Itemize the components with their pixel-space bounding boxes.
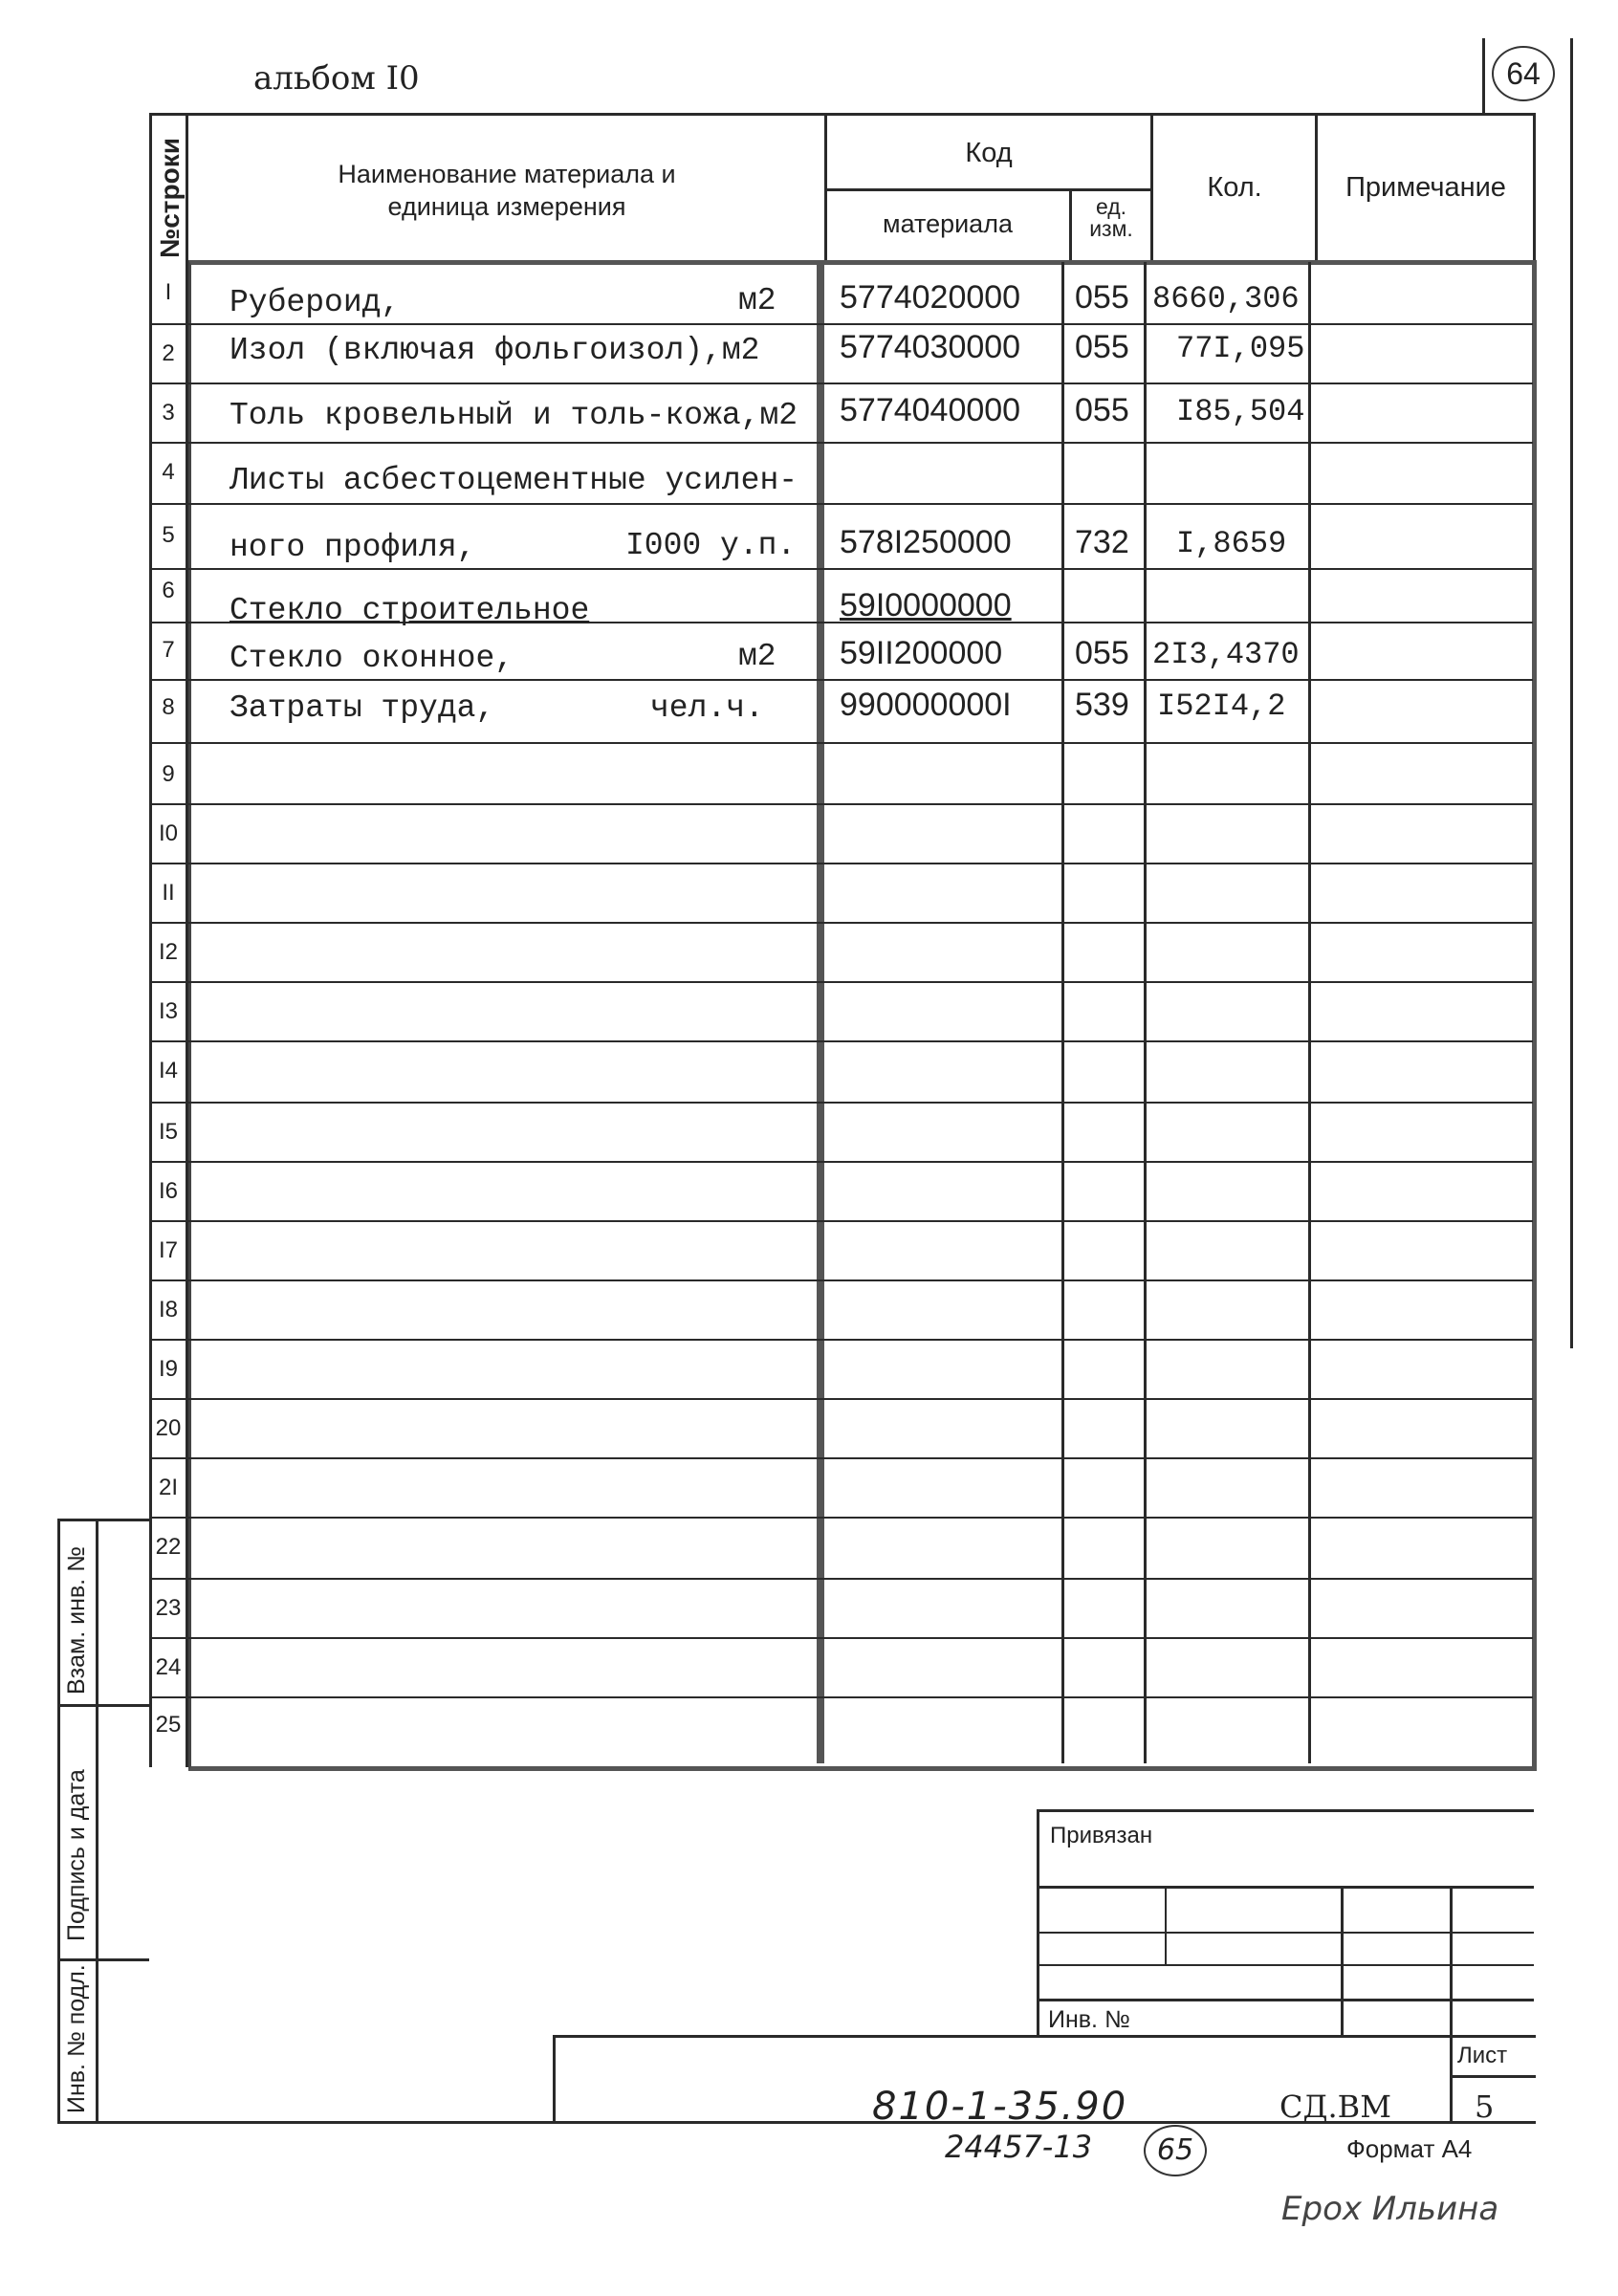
row-number: 5 bbox=[162, 522, 175, 548]
tb-left-line bbox=[1037, 1809, 1039, 2037]
page-number-circle: 64 bbox=[1492, 46, 1555, 101]
row-unit-code: 732 bbox=[1075, 524, 1129, 560]
row-unit-code: 055 bbox=[1075, 279, 1129, 316]
header-code-material: материала bbox=[883, 209, 1013, 238]
tb-line-3 bbox=[1037, 1964, 1534, 1966]
row-name: ного профиля, bbox=[230, 530, 476, 565]
header-qty: Кол. bbox=[1207, 172, 1262, 203]
tb-vline-3 bbox=[1450, 1886, 1453, 2121]
table-top-line bbox=[149, 113, 1536, 116]
row-separator bbox=[151, 1578, 1533, 1580]
album-label: альбом I0 bbox=[253, 59, 420, 98]
row-qty: I,8659 bbox=[1176, 526, 1287, 561]
row-unit-code: 539 bbox=[1075, 687, 1129, 723]
row-number: 24 bbox=[155, 1654, 182, 1680]
header-note: Примечание bbox=[1345, 172, 1506, 203]
header-code: Код bbox=[965, 138, 1013, 168]
row-separator bbox=[151, 803, 1533, 805]
row-separator bbox=[151, 1398, 1533, 1400]
tb-doc-top-line bbox=[553, 2035, 1536, 2038]
row-name: Стекло строительное bbox=[230, 593, 590, 628]
tb-line-4 bbox=[1037, 1999, 1534, 2001]
row-name: Изол (включая фольгоизол),м2 bbox=[230, 333, 760, 368]
code-col-thick-line bbox=[817, 262, 824, 1763]
row-qty: I85,504 bbox=[1176, 394, 1305, 429]
row-unit-code: 055 bbox=[1075, 392, 1129, 428]
row-code: 578I250000 bbox=[840, 524, 1012, 560]
row-separator bbox=[151, 442, 1533, 444]
row-number: 3 bbox=[162, 400, 175, 426]
row-name: Стекло оконное, bbox=[230, 641, 514, 676]
tb-doc-code: 810-1-35.90 bbox=[872, 2085, 1128, 2129]
footer-circle-no: 65 bbox=[1144, 2125, 1207, 2176]
row-separator bbox=[151, 323, 1533, 325]
row-number: I3 bbox=[158, 998, 178, 1024]
row-name: Рубероид, bbox=[230, 285, 401, 320]
row-separator bbox=[151, 863, 1533, 864]
tb-line-2 bbox=[1037, 1932, 1534, 1934]
footer-handwritten-no: 24457-13 bbox=[945, 2129, 1093, 2165]
row-code: 5774020000 bbox=[840, 279, 1021, 316]
top-right-mark bbox=[1482, 38, 1485, 113]
unit-col-line bbox=[1061, 262, 1064, 1763]
row-separator bbox=[151, 679, 1533, 681]
row-name: Затраты труда, bbox=[230, 690, 495, 726]
row-name: Толь кровельный и толь-кожа,м2 bbox=[230, 398, 798, 433]
row-number: II bbox=[162, 880, 175, 906]
stamp-inv-podl: Инв. № подл. bbox=[63, 1964, 90, 2113]
row-unit: м2 bbox=[738, 283, 776, 318]
row-number: I9 bbox=[158, 1356, 178, 1382]
row-number: I7 bbox=[158, 1237, 178, 1263]
row-code: 5774040000 bbox=[840, 392, 1021, 428]
row-code: 59II200000 bbox=[840, 635, 1003, 671]
row-number: 4 bbox=[162, 459, 175, 485]
row-qty: 77I,095 bbox=[1176, 331, 1305, 366]
row-separator bbox=[151, 981, 1533, 983]
row-qty: 8660,306 bbox=[1152, 281, 1300, 317]
tb-line-1 bbox=[1037, 1886, 1534, 1889]
row-name: Листы асбестоцементные усилен- bbox=[230, 463, 798, 498]
note-col-line bbox=[1308, 262, 1311, 1763]
qty-col-line bbox=[1144, 262, 1147, 1763]
header-name: Наименование материала и единица измерения bbox=[338, 160, 676, 221]
row-unit-code: 055 bbox=[1075, 635, 1129, 671]
stamp-mid-line bbox=[96, 1519, 98, 2123]
row-number: 8 bbox=[162, 694, 175, 720]
row-number: I5 bbox=[158, 1119, 178, 1145]
tb-vline-2 bbox=[1341, 1886, 1344, 2037]
row-number: 20 bbox=[155, 1415, 182, 1441]
row-separator bbox=[151, 503, 1533, 505]
tb-inv-no: Инв. № bbox=[1048, 2006, 1130, 2033]
tb-doc-suffix: СД.ВМ bbox=[1279, 2088, 1391, 2125]
tb-vline-1 bbox=[1165, 1886, 1167, 1964]
row-separator bbox=[151, 1517, 1533, 1519]
header-code-unit: ед. изм. bbox=[1089, 194, 1133, 241]
row-number: I4 bbox=[158, 1058, 178, 1083]
row-number: I6 bbox=[158, 1178, 178, 1204]
row-separator bbox=[151, 1040, 1533, 1042]
row-number: I bbox=[164, 279, 172, 305]
stamp-left-line bbox=[57, 1519, 60, 2123]
row-qty: 2I3,4370 bbox=[1152, 637, 1300, 672]
row-unit: чел.ч. bbox=[650, 690, 764, 726]
row-separator bbox=[151, 922, 1533, 924]
footer-signature: Ерох Ильина bbox=[1281, 2190, 1499, 2228]
footer-format: Формат А4 bbox=[1346, 2134, 1473, 2163]
tb-doc-left-line bbox=[553, 2035, 556, 2123]
tb-list-value: 5 bbox=[1475, 2088, 1495, 2125]
row-code: 990000000I bbox=[840, 687, 1012, 723]
row-unit: I000 у.п. bbox=[625, 528, 797, 563]
stamp-podpis: Подпись и дата bbox=[63, 1769, 90, 1941]
row-unit-code: 055 bbox=[1075, 329, 1129, 365]
tb-list-sep bbox=[1450, 2075, 1536, 2078]
row-unit: м2 bbox=[738, 639, 776, 674]
row-number: I0 bbox=[158, 820, 178, 846]
hdr-code-split bbox=[824, 188, 1152, 191]
row-number: 23 bbox=[155, 1595, 182, 1621]
row-number: 7 bbox=[162, 637, 175, 663]
row-separator bbox=[151, 1161, 1533, 1163]
row-number: 2I bbox=[158, 1475, 178, 1500]
row-separator bbox=[151, 1339, 1533, 1341]
tb-top-line bbox=[1037, 1809, 1534, 1812]
row-separator bbox=[151, 1102, 1533, 1104]
right-edge-line bbox=[1570, 38, 1573, 1348]
stamp-sep-2 bbox=[57, 1958, 149, 1961]
row-separator bbox=[151, 1696, 1533, 1698]
row-number: 2 bbox=[162, 340, 175, 366]
header-row-no: №строки bbox=[155, 138, 185, 258]
row-number: 6 bbox=[162, 578, 175, 603]
row-separator bbox=[151, 742, 1533, 744]
row-number: 22 bbox=[155, 1534, 182, 1560]
row-separator bbox=[151, 568, 1533, 570]
tb-list-label: Лист bbox=[1457, 2043, 1508, 2068]
row-number: 25 bbox=[155, 1712, 182, 1738]
tb-privyazan: Привязан bbox=[1050, 1823, 1153, 1848]
row-separator bbox=[151, 1220, 1533, 1222]
row-number: I2 bbox=[158, 939, 178, 965]
row-number: 9 bbox=[162, 761, 175, 787]
row-separator bbox=[151, 1457, 1533, 1459]
row-separator bbox=[151, 1279, 1533, 1281]
stamp-top-line bbox=[57, 1519, 149, 1521]
row-number: I8 bbox=[158, 1297, 178, 1323]
row-qty: I52I4,2 bbox=[1157, 689, 1286, 724]
row-separator bbox=[151, 383, 1533, 384]
stamp-vzam: Взам. инв. № bbox=[63, 1546, 90, 1695]
row-code: 59I0000000 bbox=[840, 587, 1012, 623]
row-separator bbox=[151, 1637, 1533, 1639]
row-code: 5774030000 bbox=[840, 329, 1021, 365]
stamp-sep-1 bbox=[57, 1704, 149, 1707]
